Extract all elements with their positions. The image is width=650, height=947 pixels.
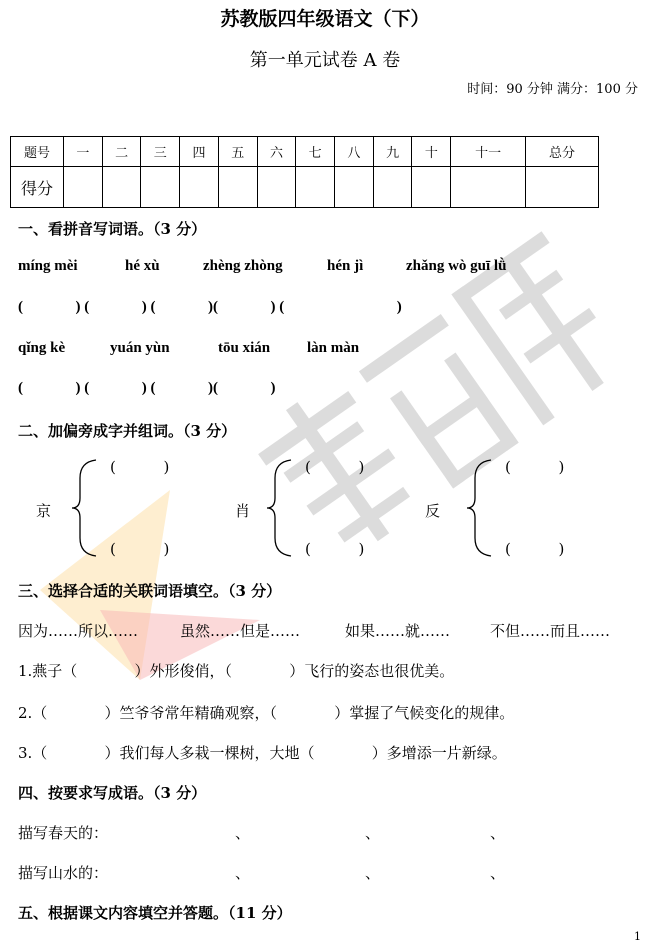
radical-char: 京 [36, 502, 52, 520]
blank-bottom[interactable]: ( ) [110, 540, 170, 558]
header-cell: 五 [218, 137, 257, 167]
blank-bottom[interactable]: ( ) [505, 540, 565, 558]
score-cell[interactable] [335, 167, 374, 208]
blank-top[interactable]: ( ) [305, 458, 365, 476]
score-cell[interactable] [296, 167, 335, 208]
option-4: 不但……而且…… [490, 622, 611, 640]
header-cell: 九 [373, 137, 412, 167]
time-info: 时间：90 分钟 满分：100 分 [467, 82, 638, 97]
score-cell[interactable] [180, 167, 219, 208]
header-cell: 一 [64, 137, 103, 167]
separator: 、 [235, 824, 251, 842]
score-cell[interactable] [526, 167, 599, 208]
score-cell[interactable] [451, 167, 526, 208]
separator: 、 [365, 864, 381, 882]
brace-icon [70, 458, 100, 558]
header-cell: 七 [296, 137, 335, 167]
pinyin-3: zhèng zhòng [203, 258, 283, 274]
section-3-title: 三、选择合适的关联词语填空。（3 分） [18, 582, 282, 600]
blank-bottom[interactable]: ( ) [305, 540, 365, 558]
question-3-3[interactable]: 3.（ ）我们每人多栽一棵树，大地（ ）多增添一片新绿。 [18, 744, 507, 762]
header-cell: 题号 [11, 137, 64, 167]
pinyin-6: qǐng kè [18, 340, 66, 356]
section-4-title: 四、按要求写成语。（3 分） [18, 784, 207, 802]
landscape-idioms-label: 描写山水的： [18, 864, 109, 882]
header-cell: 总分 [526, 137, 599, 167]
separator: 、 [490, 824, 506, 842]
pinyin-7: yuán yùn [110, 340, 170, 356]
page-number: 1 [634, 930, 641, 943]
score-cell[interactable] [102, 167, 141, 208]
pinyin-4: hén jì [327, 258, 364, 274]
score-cell[interactable] [141, 167, 180, 208]
brace-icon [465, 458, 495, 558]
pinyin-1: míng mèi [18, 258, 78, 274]
blank-top[interactable]: ( ) [110, 458, 170, 476]
score-cell[interactable] [373, 167, 412, 208]
score-table [10, 136, 599, 208]
blank-top[interactable]: ( ) [505, 458, 565, 476]
option-1: 因为……所以…… [18, 622, 139, 640]
score-cell[interactable] [218, 167, 257, 208]
score-row-label: 得分 [11, 167, 64, 208]
separator: 、 [365, 824, 381, 842]
score-cell[interactable] [64, 167, 103, 208]
section-2-title: 二、加偏旁成字并组词。（3 分） [18, 422, 237, 440]
question-3-1[interactable]: 1.燕子（ ）外形俊俏，（ ）飞行的姿态也很优美。 [18, 662, 455, 680]
pinyin-5: zhǎng wò guī lǜ [406, 258, 507, 274]
header-cell: 三 [141, 137, 180, 167]
exam-title: 苏教版四年级语文（下） [220, 8, 430, 30]
header-cell: 十 [412, 137, 451, 167]
radical-char: 肖 [235, 502, 251, 520]
header-cell: 六 [257, 137, 296, 167]
section-1-title: 一、看拼音写词语。（3 分） [18, 220, 207, 238]
option-3: 如果……就…… [345, 622, 451, 640]
section-5-title: 五、根据课文内容填空并答题。（11 分） [18, 904, 292, 922]
header-cell: 十一 [451, 137, 526, 167]
separator: 、 [235, 864, 251, 882]
answer-blanks-2[interactable]: ( ) ( ) ( )( ) [18, 380, 276, 396]
pinyin-8: tōu xián [218, 340, 271, 356]
pinyin-9: làn màn [307, 340, 360, 356]
option-2: 虽然……但是…… [180, 622, 301, 640]
header-cell: 二 [102, 137, 141, 167]
score-cell[interactable] [412, 167, 451, 208]
brace-icon [265, 458, 295, 558]
pinyin-2: hé xù [125, 258, 160, 274]
spring-idioms-label: 描写春天的： [18, 824, 109, 842]
separator: 、 [490, 864, 506, 882]
question-3-2[interactable]: 2.（ ）竺爷爷常年精确观察，（ ）掌握了气候变化的规律。 [18, 704, 515, 722]
header-cell: 四 [180, 137, 219, 167]
answer-blanks-1[interactable]: ( ) ( ) ( )( ) ( ) [18, 299, 402, 315]
header-cell: 八 [335, 137, 374, 167]
score-cell[interactable] [257, 167, 296, 208]
exam-subtitle: 第一单元试卷 A 卷 [249, 50, 401, 71]
radical-char: 反 [425, 502, 441, 520]
